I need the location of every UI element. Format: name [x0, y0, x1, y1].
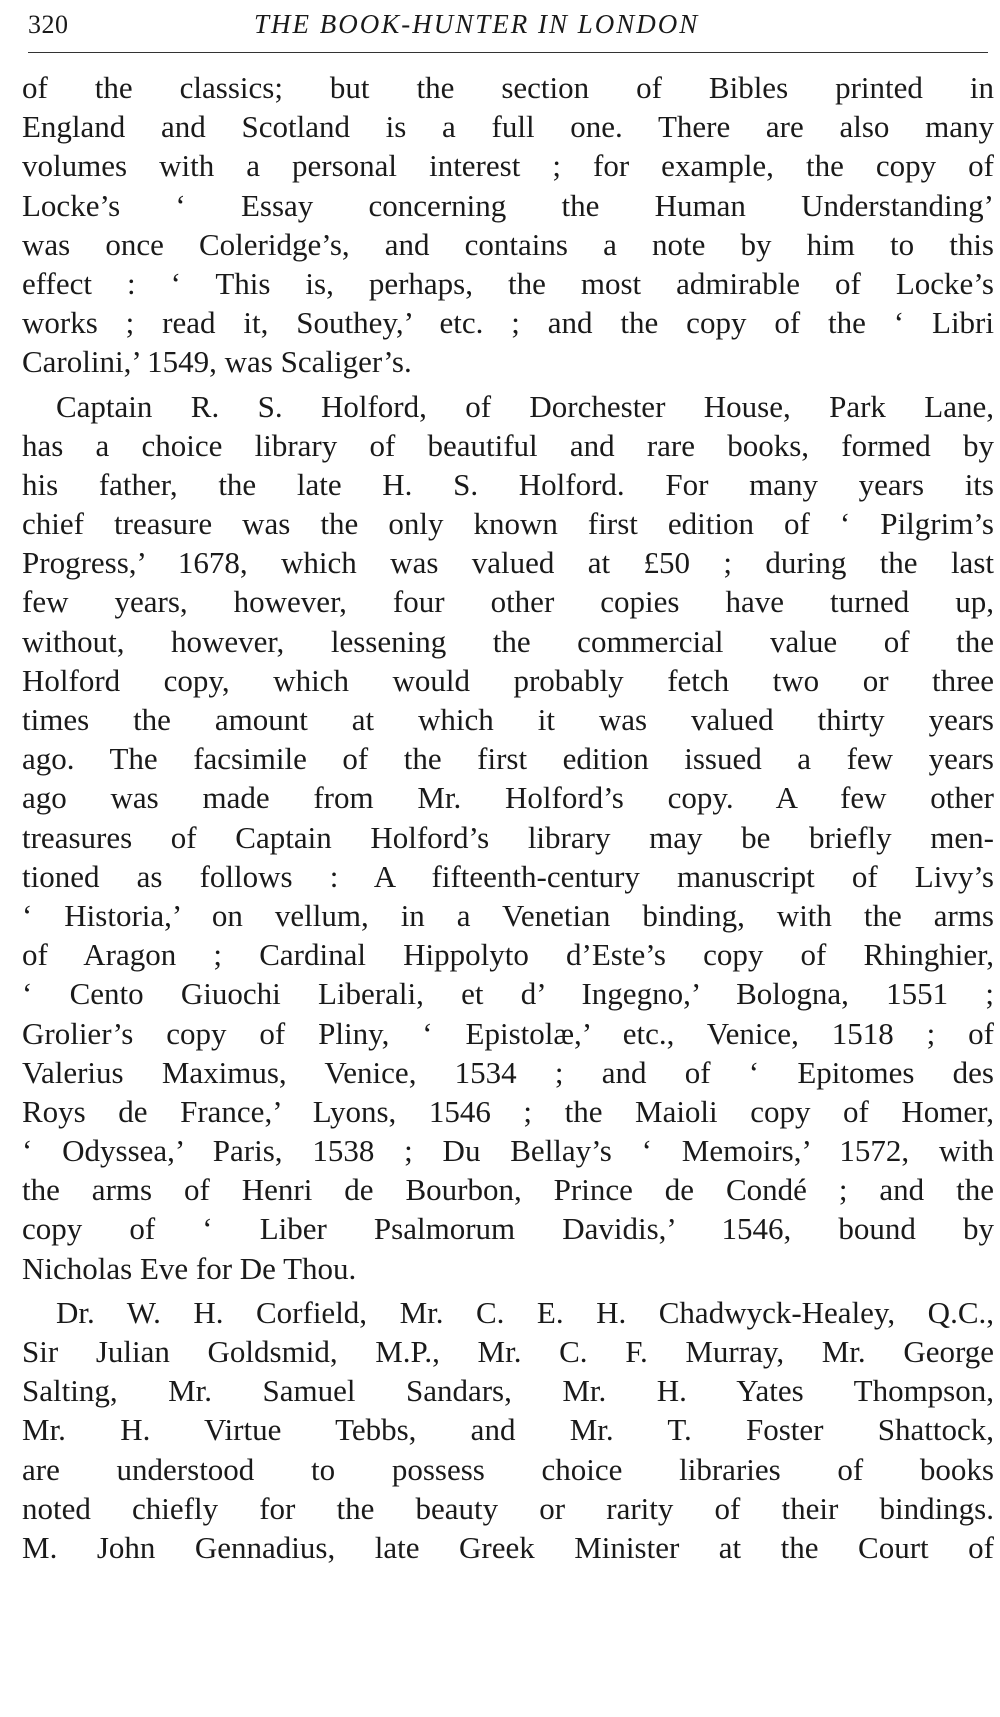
running-head: THE BOOK-HUNTER IN LONDON: [254, 9, 700, 39]
text-line: has a choice library of beautiful and rare books, formed by: [22, 427, 994, 463]
text-line: was once Coleridge’s, and contains a note by him to this: [22, 226, 994, 262]
text-line: copy of ‘ Liber Psalmorum Davidis,’ 1546, bound by: [22, 1211, 994, 1247]
text-line: of Aragon ; Cardinal Hippolyto d’Este’s copy of Rhinghier,: [22, 937, 994, 973]
text-line: Dr. W. H. Corfield, Mr. C. E. H. Chadwyck-Healey, Q.C.,: [56, 1294, 994, 1330]
text-line: chief treasure was the only known first edition of ‘ Pilgrim’s: [22, 506, 994, 542]
paragraph: [22, 1293, 994, 1567]
body-text: [22, 68, 994, 1567]
text-line: ago was made from Mr. Holford’s copy. A few other: [22, 780, 994, 816]
text-line: treasures of Captain Holford’s library may be briefly men-: [22, 819, 994, 855]
paragraph: [22, 68, 994, 382]
text-line: works ; read it, Southey,’ etc. ; and the copy of the ‘ Libri: [22, 305, 994, 341]
text-line: Captain R. S. Holford, of Dorchester House, Park Lane,: [56, 388, 994, 424]
paragraph: [22, 387, 994, 1288]
text-line: ‘ Odyssea,’ Paris, 1538 ; Du Bellay’s ‘ Memoirs,’ 1572, with: [22, 1133, 994, 1169]
text-line: effect : ‘ This is, perhaps, the most admirable of Locke’s: [22, 265, 994, 301]
text-line: Carolini,’ 1549, was Scaliger’s.: [22, 344, 412, 380]
page-header: [28, 6, 988, 53]
text-line: Valerius Maximus, Venice, 1534 ; and of ‘ Epitomes des: [22, 1054, 994, 1090]
text-line: M. John Gennadius, late Greek Minister at the Court of: [22, 1529, 994, 1565]
text-line: Nicholas Eve for De Thou.: [22, 1250, 357, 1286]
text-line: ‘ Cento Giuochi Liberali, et d’ Ingegno,’ Bologna, 1551 ;: [22, 976, 994, 1012]
text-line: Sir Julian Goldsmid, M.P., Mr. C. F. Murray, Mr. George: [22, 1334, 994, 1369]
text-line: ‘ Historia,’ on vellum, in a Venetian binding, with the arms: [22, 897, 994, 933]
text-line: of the classics; but the section of Bibles printed in: [22, 70, 994, 105]
text-line: Progress,’ 1678, which was valued at £50 ; during the last: [22, 545, 994, 581]
text-line: Holford copy, which would probably fetch two or three: [22, 662, 994, 698]
text-line: the arms of Henri de Bourbon, Prince de Condé ; and the: [22, 1172, 994, 1208]
text-line: tioned as follows : A fifteenth-century manuscript of Livy’s: [22, 858, 994, 894]
text-line: Locke’s ‘ Essay concerning the Human Understanding’: [22, 187, 994, 223]
text-line: noted chiefly for the beauty or rarity of their bindings.: [22, 1490, 994, 1526]
text-line: times the amount at which it was valued thirty years: [22, 702, 994, 737]
text-line: volumes with a personal interest ; for example, the copy of: [22, 148, 994, 184]
page-number: 320: [28, 10, 69, 39]
text-line: Salting, Mr. Samuel Sandars, Mr. H. Yates Thompson,: [22, 1373, 994, 1409]
text-line: England and Scotland is a full one. There are also many: [22, 109, 994, 145]
text-line: his father, the late H. S. Holford. For many years its: [22, 466, 994, 502]
text-line: few years, however, four other copies have turned up,: [22, 584, 994, 620]
text-line: Mr. H. Virtue Tebbs, and Mr. T. Foster Shattock,: [22, 1412, 994, 1448]
text-line: Grolier’s copy of Pliny, ‘ Epistolæ,’ etc., Venice, 1518 ; of: [22, 1015, 994, 1051]
text-line: ago. The facsimile of the first edition issued a few years: [22, 741, 994, 777]
text-line: without, however, lessening the commercial value of the: [22, 623, 994, 659]
text-line: are understood to possess choice libraries of books: [22, 1451, 994, 1487]
text-line: Roys de France,’ Lyons, 1546 ; the Maioli copy of Homer,: [22, 1093, 994, 1129]
